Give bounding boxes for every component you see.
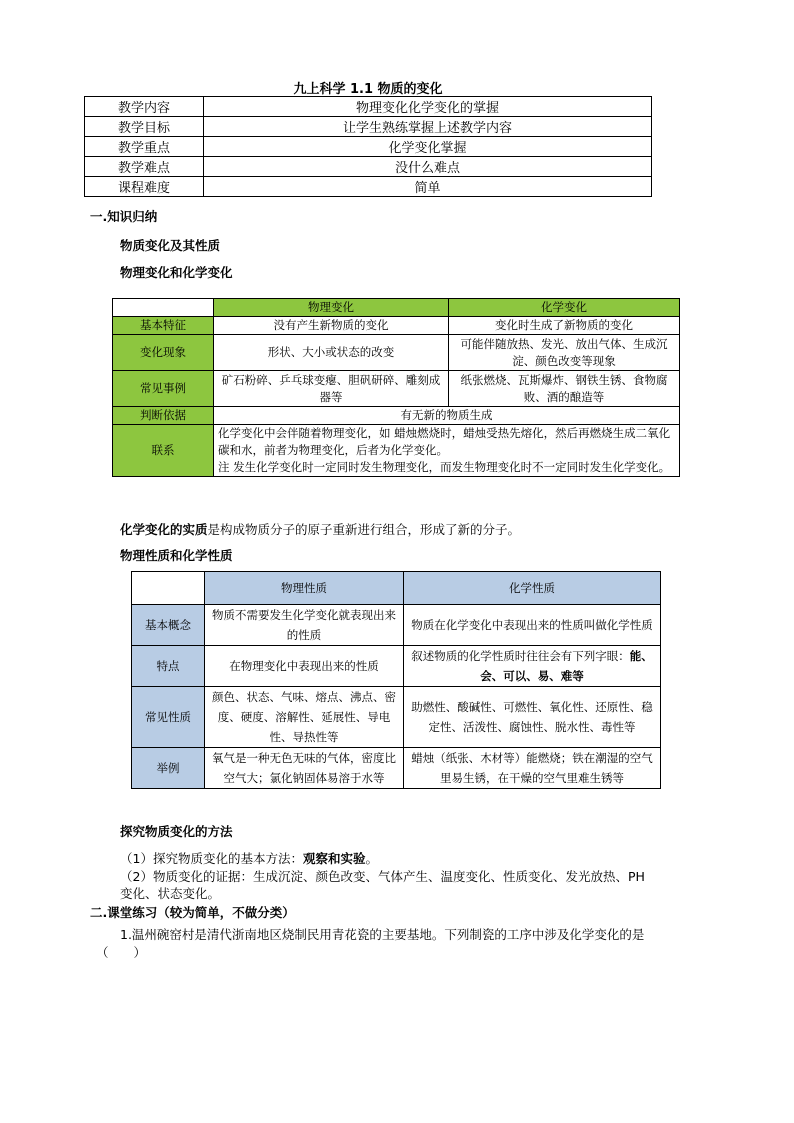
property-comparison-table bbox=[131, 571, 661, 789]
table-header-row: 物理变化 化学变化 bbox=[113, 299, 680, 317]
subheading-changes-and-properties: 物质变化及其性质 bbox=[120, 238, 221, 253]
table-row: 常见事例 矿石粉碎、乒乓球变瘪、胆矾研碎、雕刻成器等 纸张燃烧、瓦斯爆炸、钢铁生锈、食物腐败、酒的酿造等 bbox=[113, 371, 680, 407]
subheading-physical-chemical-change: 物理变化和化学变化 bbox=[120, 265, 233, 280]
table-row: 特点 在物理变化中表现出来的性质 叙述物质的化学性质时往往会有下列字眼：能、会、可以、易、难等 bbox=[132, 646, 661, 687]
table-row: 基本特征 没有产生新物质的变化 变化时生成了新物质的变化 bbox=[113, 317, 680, 335]
table-row: 判断依据 有无新的物质生成 bbox=[113, 407, 680, 425]
table-row: 举例 氧气是一种无色无味的气体，密度比空气大；氯化钠固体易溶于水等 蜡烛（纸张、木材等）能燃烧；铁在潮湿的空气里易生锈，在干燥的空气里难生锈等 bbox=[132, 748, 661, 789]
table-row: 基本概念 物质不需要发生化学变化就表现出来的性质 物质在化学变化中表现出来的性质叫做化学性质 bbox=[132, 605, 661, 646]
section-2-heading: 二.课堂练习（较为简单，不做分类） bbox=[90, 905, 295, 920]
question-1-answer-blank: （ ） bbox=[96, 945, 147, 960]
table-row: 教学难点 没什么难点 bbox=[85, 157, 652, 177]
table-row: 联系 化学变化中会伴随着物理变化，如 蜡烛燃烧时，蜡烛受热先熔化，然后再燃烧生成二氧化碳和水，前者为物理变化，后者为化学变化。 注 发生化学变化时一定同时发生物理变化，而发生物理变化时不一定同时发生化学变化。 bbox=[113, 425, 680, 477]
relation-cell: 化学变化中会伴随着物理变化，如 蜡烛燃烧时，蜡烛受热先熔化，然后再燃烧生成二氧化碳和水，前者为物理变化，后者为化学变化。 注 发生化学变化时一定同时发生物理变化，而发生物理变化时不一定同时发生化学变化。 bbox=[214, 425, 680, 477]
question-1: 1.温州碗窑村是清代浙南地区烧制民用青花瓷的主要基地。下列制瓷的工序中涉及化学变化的是 bbox=[120, 927, 645, 942]
lesson-info-table bbox=[84, 96, 652, 197]
method-2-continued: 变化、状态变化。 bbox=[120, 886, 221, 901]
change-comparison-table bbox=[112, 298, 680, 477]
chemical-change-essence: 化学变化的实质是构成物质分子的原子重新进行组合，形成了新的分子。 bbox=[120, 522, 521, 537]
method-2: （2）物质变化的证据：生成沉淀、颜色改变、气体产生、温度变化、性质变化、发光放热、PH bbox=[120, 869, 645, 884]
table-row: 变化现象 形状、大小或状态的改变 可能伴随放热、发光、放出气体、生成沉淀、颜色改变等现象 bbox=[113, 335, 680, 371]
table-row: 课程难度 简单 bbox=[85, 177, 652, 197]
table-row: 常见性质 颜色、状态、气味、熔点、沸点、密度、硬度、溶解性、延展性、导电性、导热性等 助燃性、酸碱性、可燃性、氧化性、还原性、稳定性、活泼性、腐蚀性、脱水性、毒性等 bbox=[132, 687, 661, 748]
document-title: 九上科学 1.1 物质的变化 bbox=[293, 82, 443, 97]
table-header-row: 物理性质 化学性质 bbox=[132, 572, 661, 605]
section-1-heading: 一.知识归纳 bbox=[90, 209, 158, 224]
table-row: 教学重点 化学变化掌握 bbox=[85, 137, 652, 157]
subheading-properties: 物理性质和化学性质 bbox=[120, 548, 233, 563]
table-row: 教学目标 让学生熟练掌握上述教学内容 bbox=[85, 117, 652, 137]
method-1: （1）探究物质变化的基本方法：观察和实验。 bbox=[120, 851, 378, 866]
table-row: 教学内容 物理变化化学变化的掌握 bbox=[85, 97, 652, 117]
subheading-methods: 探究物质变化的方法 bbox=[120, 824, 233, 839]
